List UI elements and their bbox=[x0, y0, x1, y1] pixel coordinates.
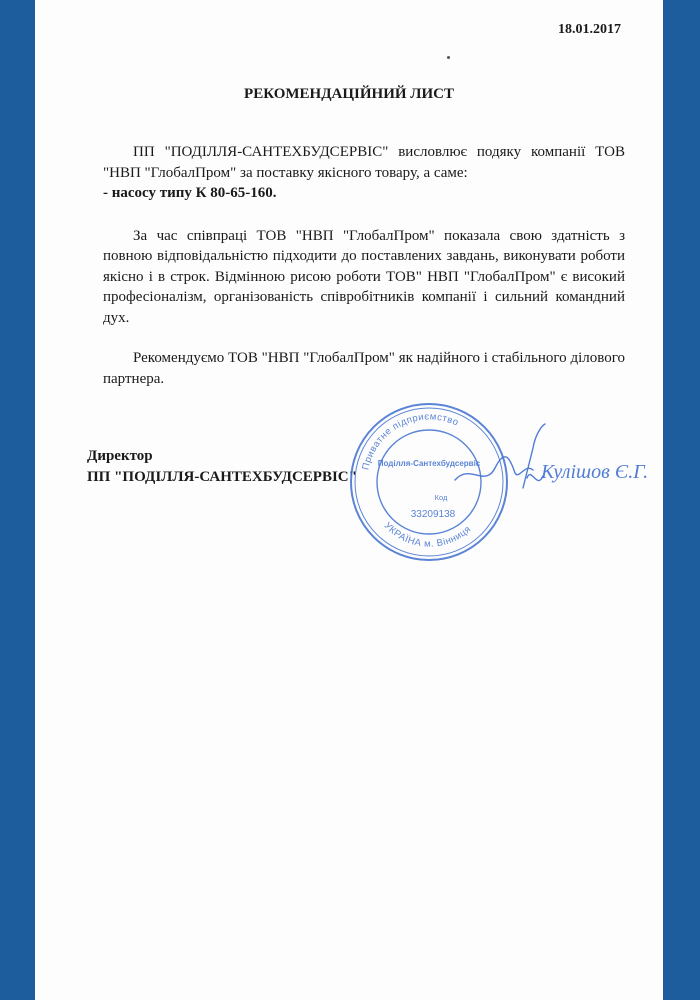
stamp-outer-text: Приватне підприємство bbox=[360, 411, 461, 472]
letter-page bbox=[35, 0, 663, 1000]
paragraph-gratitude: ПП "ПОДІЛЛЯ-САНТЕХБУДСЕРВІС" висловлює подяку компанії ТОВ "НВП "ГлобалПром" за поставку якісного товару, а саме: bbox=[103, 144, 625, 181]
paragraph-recommendation: Рекомендуємо ТОВ "НВП "ГлобалПром" як надійного і стабільного ділового партнера. bbox=[103, 350, 625, 387]
letter-date: 18.01.2017 bbox=[558, 22, 621, 37]
stamp-bottom-text: УКРАЇНА м. Вінниця bbox=[381, 520, 474, 550]
paper-speck bbox=[447, 56, 450, 59]
letter-title: РЕКОМЕНДАЦІЙНИЙ ЛИСТ bbox=[244, 86, 454, 102]
paragraph-cooperation: За час співпраці ТОВ "НВП "ГлобалПром" показала свою здатність з повною відповідальністю підходити до поставлених завдань, виконувати роботи якісно і в строк. Відмінною рисою роботи ТОВ" НВП "ГлобалПром" є високий професіоналізм, організованість співробітників компанії і сильний командний дух. bbox=[103, 227, 625, 326]
product-item: - насосу типу К 80-65-160. bbox=[103, 185, 277, 201]
letter-body bbox=[103, 142, 625, 409]
stamp-inner-text: Поділля-Сантехбудсервіс bbox=[377, 459, 481, 468]
stamp-code-label: Код bbox=[434, 493, 448, 502]
handwritten-signature bbox=[415, 418, 695, 508]
signature-block bbox=[87, 446, 357, 487]
signature-name: Кулішов Є.Г. bbox=[541, 461, 649, 483]
signer-position: Директор bbox=[87, 448, 153, 464]
stamp-code: 33209138 bbox=[410, 509, 456, 520]
signer-company: ПП "ПОДІЛЛЯ-САНТЕХБУДСЕРВІС" bbox=[87, 468, 357, 485]
